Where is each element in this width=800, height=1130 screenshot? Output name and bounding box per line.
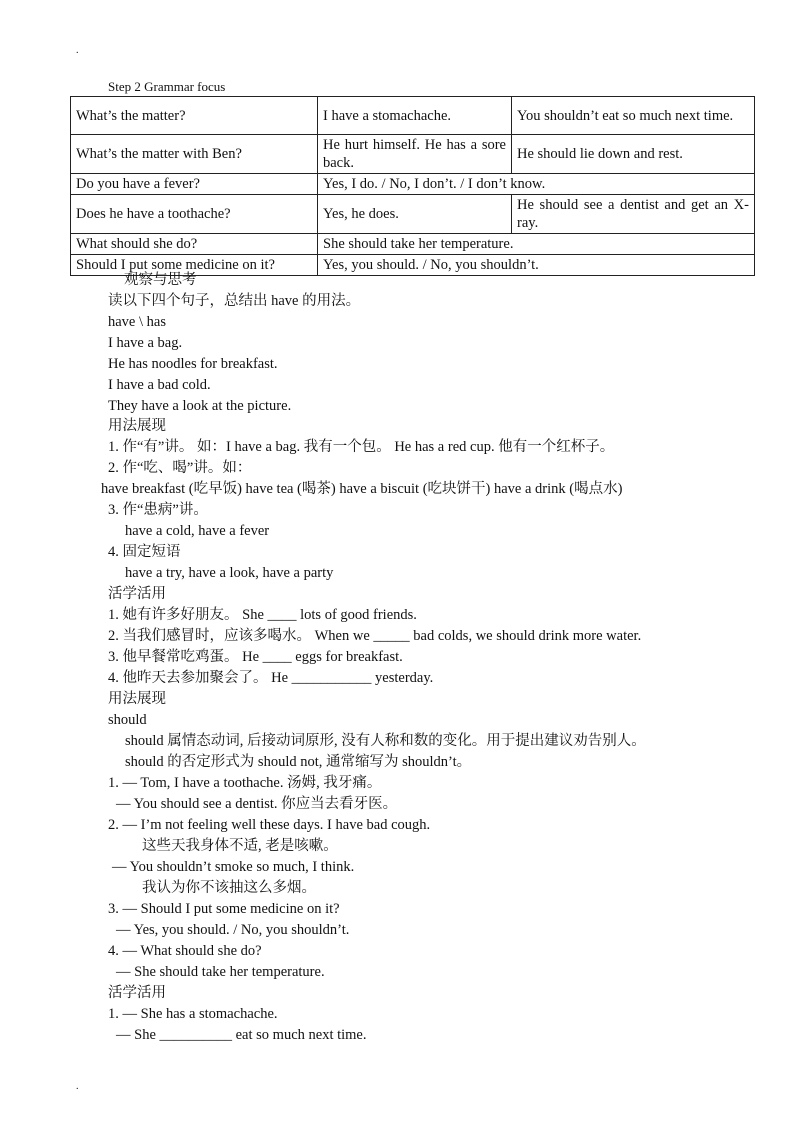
exercise-line: 1. 她有许多好朋友。 She ____ lots of good friends. bbox=[108, 607, 417, 623]
table-row bbox=[71, 195, 755, 234]
usage-examples: have a cold, have a fever bbox=[125, 523, 270, 539]
dialogue-line: 2. — I’m not feeling well these days. I have bad cough. bbox=[108, 817, 431, 833]
example-line: They have a look at the picture. bbox=[108, 398, 292, 414]
subheading-usage: 用法展现 bbox=[108, 418, 166, 434]
table-row bbox=[71, 135, 755, 174]
subheading-usage: 用法展现 bbox=[108, 691, 166, 707]
usage-point: 3. 作“患病”讲。 bbox=[108, 502, 208, 518]
example-line: have \ has bbox=[108, 314, 166, 330]
usage-examples: have a try, have a look, have a party bbox=[125, 565, 334, 581]
example-line: I have a bag. bbox=[108, 335, 183, 351]
table-row bbox=[71, 174, 755, 195]
table-row bbox=[71, 234, 755, 255]
dialogue-line: — You should see a dentist. 你应当去看牙医。 bbox=[116, 796, 398, 812]
question-cell: What’s the matter? bbox=[71, 97, 318, 135]
dialogue-line: — She should take her temperature. bbox=[116, 964, 325, 980]
grammar-focus-table bbox=[70, 96, 755, 276]
question-cell: What’s the matter with Ben? bbox=[71, 135, 318, 174]
answer-cell: I have a stomachache. bbox=[318, 97, 512, 135]
advice-cell: You shouldn’t eat so much next time. bbox=[512, 97, 755, 135]
answer-cell: She should take her temperature. bbox=[318, 234, 755, 255]
explanation-line: should 的否定形式为 should not, 通常缩写为 shouldn’t。 bbox=[125, 754, 472, 770]
example-line: He has noodles for breakfast. bbox=[108, 356, 278, 372]
subheading-observe: 观察与思考 bbox=[124, 272, 197, 288]
usage-point: 2. 作“吃、喝”讲。如： bbox=[108, 460, 252, 476]
corner-mark-top: . bbox=[76, 45, 79, 56]
dialogue-line: 3. — Should I put some medicine on it? bbox=[108, 901, 340, 917]
usage-point: 1. 作“有”讲。 如：I have a bag. 我有一个包。 He has a red cup. 他有一个红杯子。 bbox=[108, 439, 615, 455]
section-heading: Step 2 Grammar focus bbox=[108, 79, 226, 94]
answer-cell: He hurt himself. He has a sore back. bbox=[318, 135, 512, 174]
subheading-practice: 活学活用 bbox=[108, 586, 166, 602]
answer-cell: Yes, you should. / No, you shouldn’t. bbox=[318, 255, 755, 276]
usage-point: 4. 固定短语 bbox=[108, 544, 181, 560]
answer-cell: Yes, I do. / No, I don’t. / I don’t know. bbox=[318, 174, 755, 195]
question-cell: Do you have a fever? bbox=[71, 174, 318, 195]
table-row bbox=[71, 97, 755, 135]
subheading-practice: 活学活用 bbox=[108, 985, 166, 1001]
dialogue-line: 1. — Tom, I have a toothache. 汤姆, 我牙痛。 bbox=[108, 775, 382, 791]
instruction-line: 读以下四个句子，总结出 have 的用法。 bbox=[108, 293, 361, 309]
topic-word: should bbox=[108, 712, 147, 728]
advice-cell: He should see a dentist and get an X-ray. bbox=[512, 195, 755, 234]
exercise-line: 1. — She has a stomachache. bbox=[108, 1006, 278, 1022]
corner-mark-bottom: . bbox=[76, 1081, 79, 1092]
question-cell: What should she do? bbox=[71, 234, 318, 255]
translation-line: 我认为你不该抽这么多烟。 bbox=[142, 880, 316, 896]
usage-examples: have breakfast (吃早饭) have tea (喝茶) have a biscuit (吃块饼干) have a drink (喝点水) bbox=[101, 481, 623, 497]
question-cell: Should I put some medicine on it? bbox=[71, 255, 318, 276]
answer-cell: Yes, he does. bbox=[318, 195, 512, 234]
dialogue-line: — Yes, you should. / No, you shouldn’t. bbox=[116, 922, 350, 938]
dialogue-line: — You shouldn’t smoke so much, I think. bbox=[112, 859, 355, 875]
exercise-line: 4. 他昨天去参加聚会了。 He ___________ yesterday. bbox=[108, 670, 434, 686]
advice-cell: He should lie down and rest. bbox=[512, 135, 755, 174]
dialogue-line: 4. — What should she do? bbox=[108, 943, 262, 959]
exercise-line: 3. 他早餐常吃鸡蛋。 He ____ eggs for breakfast. bbox=[108, 649, 403, 665]
example-line: I have a bad cold. bbox=[108, 377, 211, 393]
explanation-line: should 属情态动词, 后接动词原形, 没有人称和数的变化。用于提出建议劝告别人。 bbox=[125, 733, 646, 749]
exercise-line: 2. 当我们感冒时，应该多喝水。 When we _____ bad colds, we should drink more water. bbox=[108, 628, 642, 644]
translation-line: 这些天我身体不适, 老是咳嗽。 bbox=[142, 838, 338, 854]
exercise-line: — She __________ eat so much next time. bbox=[116, 1027, 367, 1043]
question-cell: Does he have a toothache? bbox=[71, 195, 318, 234]
